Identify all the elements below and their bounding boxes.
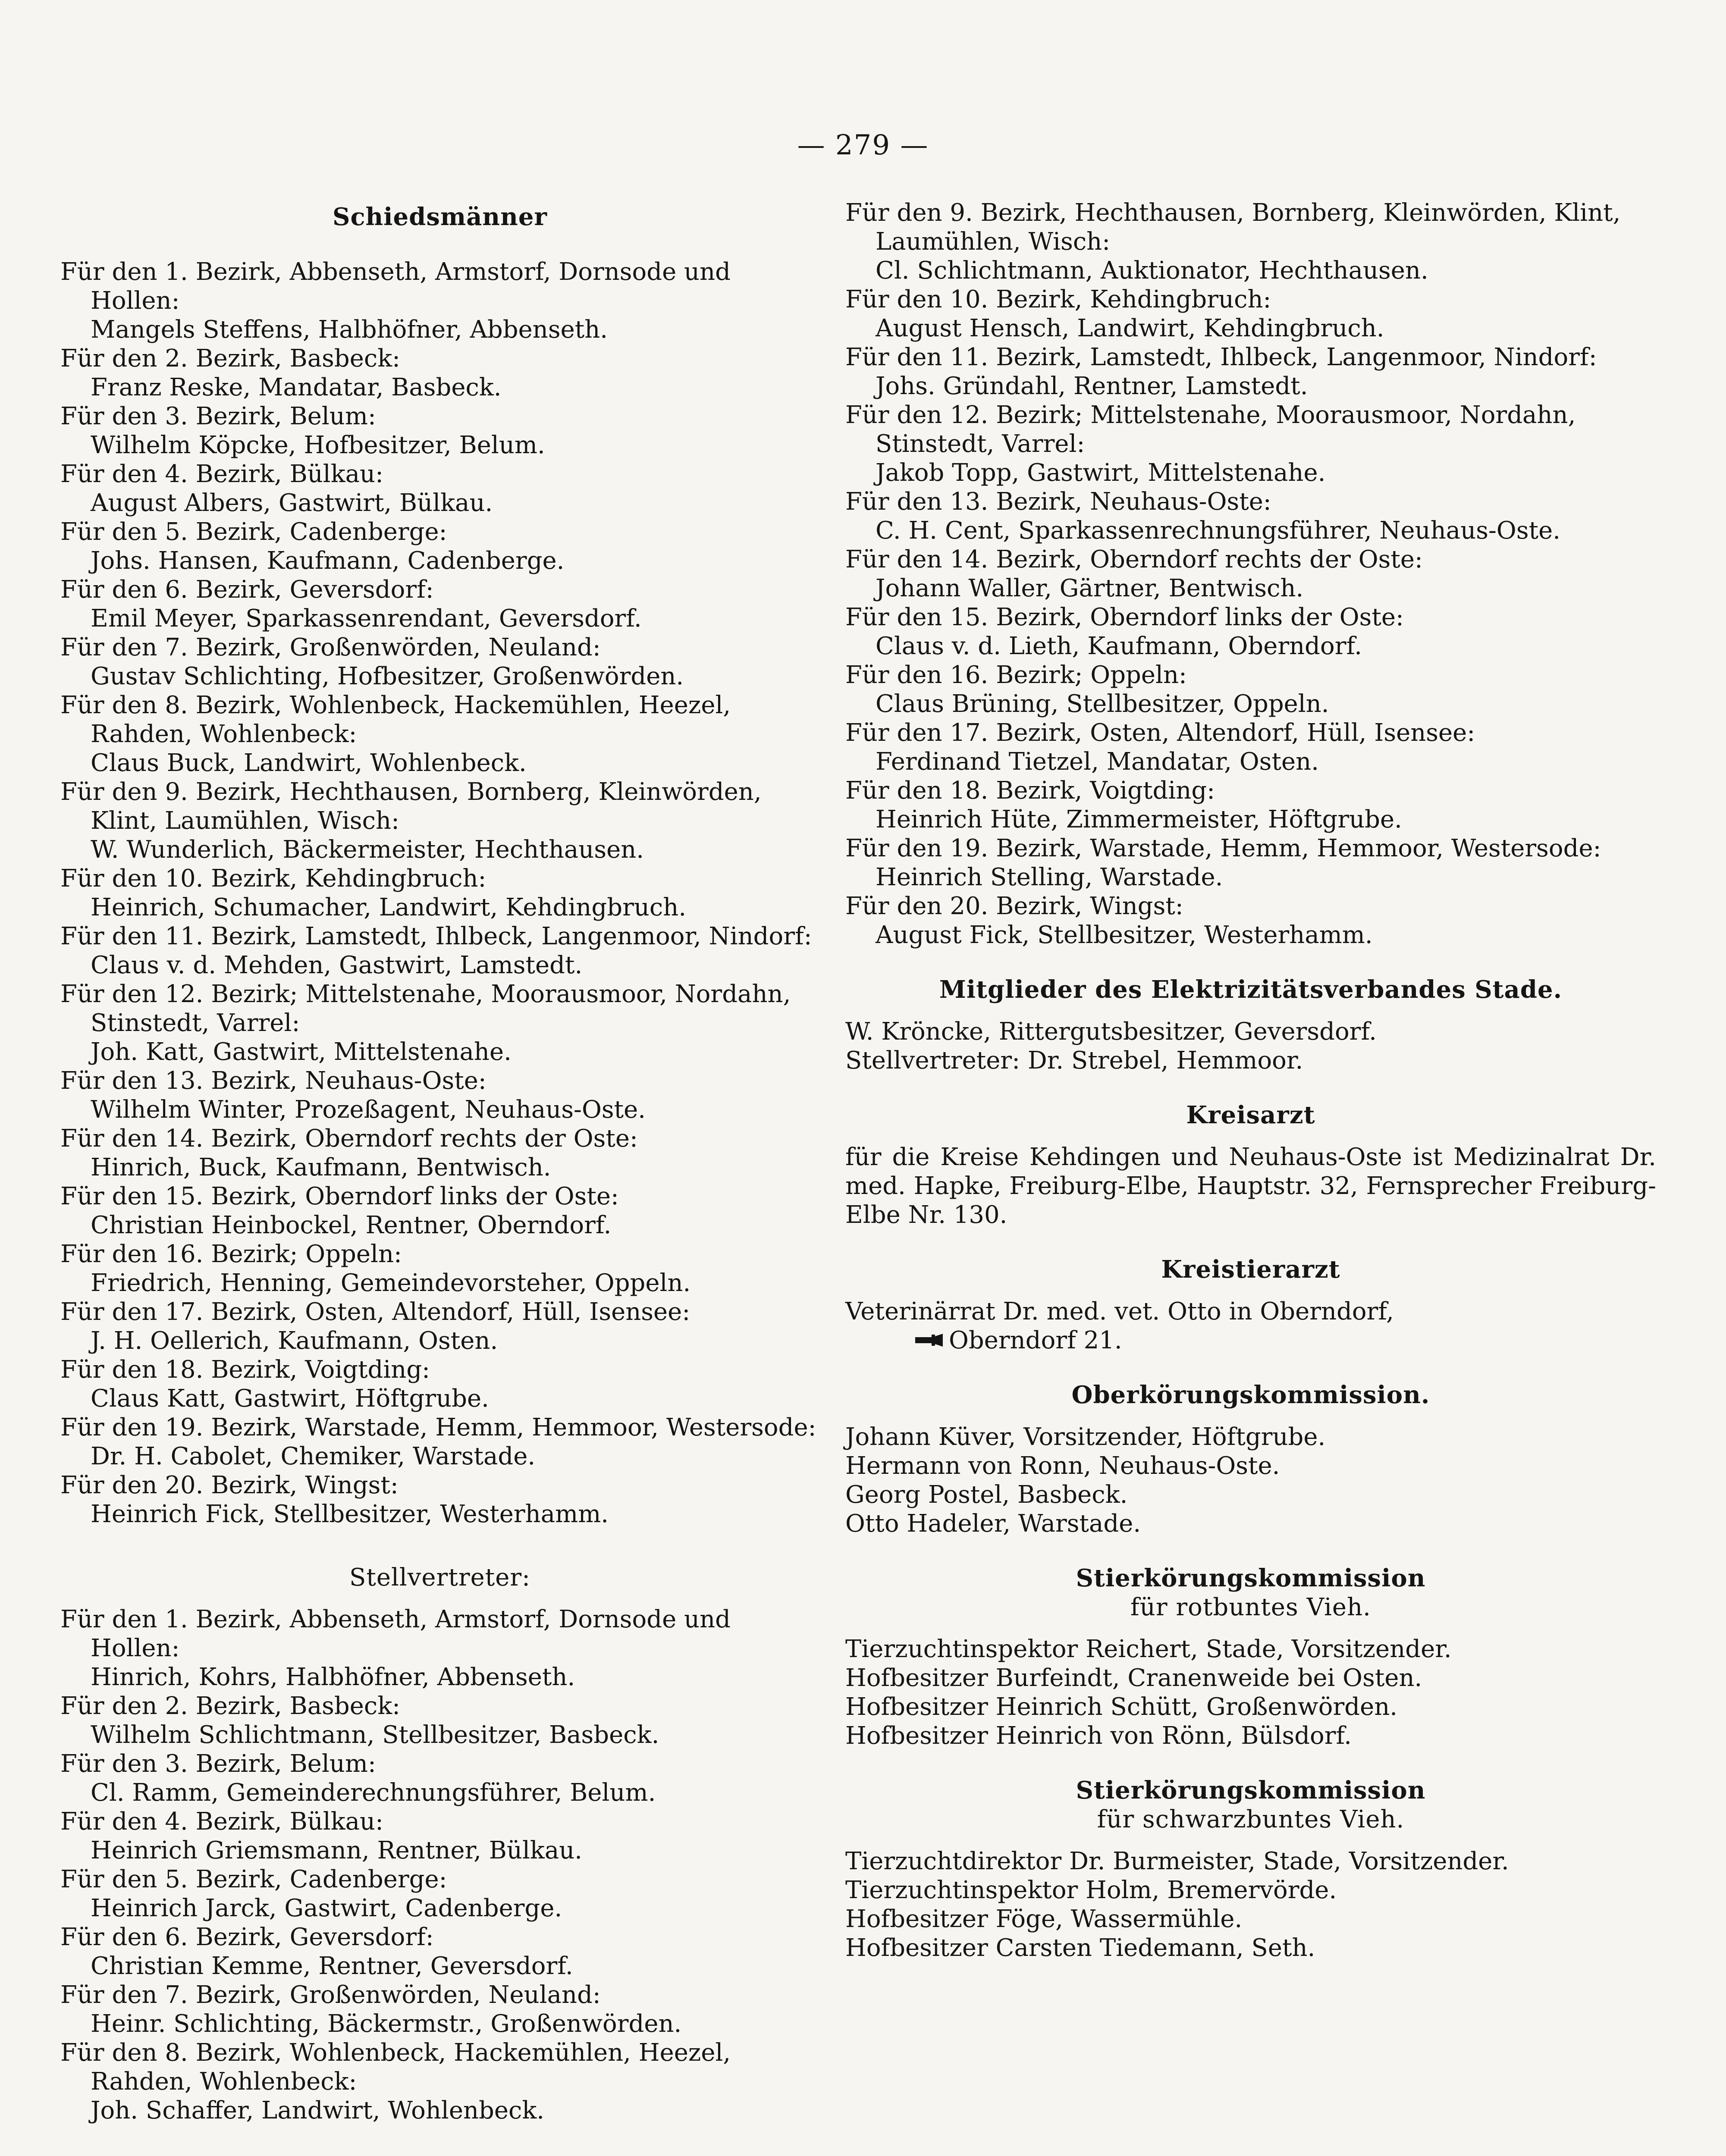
person-entry: Jakob Topp, Gastwirt, Mittelstenahe. — [876, 459, 1326, 487]
person-entry: Gustav Schlichting, Hofbesitzer, Großenwörden. — [91, 662, 684, 690]
person-entry: Dr. H. Cabolet, Chemiker, Warstade. — [91, 1442, 536, 1470]
person-entry: Joh. Schaffer, Landwirt, Wohlenbeck. — [91, 2096, 545, 2125]
district-label: Für den 2. Bezirk, Basbeck: — [60, 1692, 401, 1720]
list-item — [60, 1471, 819, 1529]
section-heading-schiedsmaenner: Schiedsmänner — [333, 203, 547, 231]
person-entry: Heinr. Schlichting, Bäckermstr., Großenwörden. — [91, 2010, 682, 2038]
list-item — [60, 1297, 819, 1355]
district-label: Für den 6. Bezirk, Geversdorf: — [60, 576, 434, 604]
kreistierarzt-phone-row — [845, 1326, 1656, 1355]
person-entry: Johann Waller, Gärtner, Bentwisch. — [876, 574, 1304, 602]
section-heading-stierkoerung-schwarz: Stierkörungskommission — [1076, 1776, 1426, 1805]
person-entry: Claus v. d. Mehden, Gastwirt, Lamstedt. — [91, 951, 583, 979]
district-label: Für den 10. Bezirk, Kehdingbruch: — [60, 865, 486, 893]
district-label: Für den 9. Bezirk, Hechthausen, Bornberg, Kleinwörden, Klint, Laumühlen, Wisch: — [60, 778, 762, 835]
person-entry: Wilhelm Schlichtmann, Stellbesitzer, Basbeck. — [91, 1721, 659, 1749]
district-label: Für den 4. Bezirk, Bülkau: — [60, 460, 383, 488]
district-label: Für den 15. Bezirk, Oberndorf links der Oste: — [60, 1182, 619, 1210]
district-label: Für den 12. Bezirk; Mittelstenahe, Moorausmoor, Nordahn, Stinstedt, Varrel: — [845, 401, 1576, 458]
person-entry: Claus Katt, Gastwirt, Höftgrube. — [91, 1385, 489, 1413]
district-label: Für den 2. Bezirk, Basbeck: — [60, 345, 401, 373]
district-label: Für den 5. Bezirk, Cadenberge: — [60, 518, 447, 546]
section-subheading-schwarzbunt: für schwarzbuntes Vieh. — [1097, 1805, 1405, 1833]
stellvertreter-continued-list — [845, 198, 1656, 950]
section-heading-stierkoerung-rot: Stierkörungskommission — [1076, 1564, 1426, 1592]
member-line: Georg Postel, Basbeck. — [845, 1481, 1128, 1509]
person-entry: Wilhelm Winter, Prozeßagent, Neuhaus-Oste. — [91, 1096, 646, 1124]
district-label: Für den 18. Bezirk, Voigtding: — [845, 777, 1215, 805]
person-entry: Heinrich Stelling, Warstade. — [876, 863, 1223, 891]
list-item — [60, 777, 819, 864]
kreistierarzt-text: Veterinärrat Dr. med. vet. Otto in Oberndorf, — [845, 1297, 1394, 1326]
person-entry: J. H. Oellerich, Kaufmann, Osten. — [91, 1327, 498, 1355]
member-line: Hermann von Ronn, Neuhaus-Oste. — [845, 1452, 1280, 1480]
schiedsmaenner-list — [60, 257, 819, 1529]
district-label: Für den 14. Bezirk, Oberndorf rechts der Oste: — [60, 1125, 638, 1153]
district-label: Für den 17. Bezirk, Osten, Altendorf, Hüll, Isensee: — [60, 1298, 690, 1326]
person-entry: Joh. Katt, Gastwirt, Mittelstenahe. — [91, 1038, 512, 1066]
list-item — [60, 1182, 819, 1240]
person-entry: August Fick, Stellbesitzer, Westerhamm. — [876, 921, 1373, 949]
district-label: Für den 8. Bezirk, Wohlenbeck, Hackemühlen, Heezel, Rahden, Wohlenbeck: — [60, 691, 731, 748]
section-heading-oberkoerung: Oberkörungskommission. — [1071, 1381, 1430, 1409]
person-entry: Cl. Schlichtmann, Auktionator, Hechthausen. — [876, 257, 1428, 285]
section-heading-stellvertreter: Stellvertreter: — [349, 1564, 531, 1592]
district-label: Für den 7. Bezirk, Großenwörden, Neuland: — [60, 1981, 601, 2009]
stellvertreter-list — [60, 1605, 819, 2125]
section-heading-kreisarzt: Kreisarzt — [1186, 1101, 1315, 1129]
district-label: Für den 6. Bezirk, Geversdorf: — [60, 1923, 434, 1951]
person-entry: Mangels Steffens, Halbhöfner, Abbenseth. — [91, 316, 608, 344]
list-item — [845, 834, 1656, 892]
list-item — [845, 343, 1656, 401]
district-label: Für den 14. Bezirk, Oberndorf rechts der Oste: — [845, 545, 1423, 573]
list-item — [60, 1240, 819, 1297]
person-entry: C. H. Cent, Sparkassenrechnungsführer, Neuhaus-Oste. — [876, 517, 1561, 545]
member-line: Tierzuchtdirektor Dr. Burmeister, Stade, Vorsitzender. — [845, 1847, 1509, 1875]
member-line: Tierzuchtinspektor Holm, Bremervörde. — [845, 1876, 1337, 1904]
section-subheading-rotbunt: für rotbuntes Vieh. — [1130, 1593, 1371, 1621]
district-label: Für den 16. Bezirk; Oppeln: — [60, 1240, 402, 1268]
telephone-icon — [914, 1326, 949, 1355]
list-item — [60, 575, 819, 633]
list-item — [845, 718, 1656, 776]
district-label: Für den 20. Bezirk, Wingst: — [845, 892, 1183, 920]
list-item — [845, 285, 1656, 343]
member-line: Hofbesitzer Heinrich von Rönn, Bülsdorf. — [845, 1722, 1352, 1750]
list-item — [60, 922, 819, 980]
list-item — [845, 661, 1656, 718]
list-item — [60, 1692, 819, 1749]
district-label: Für den 13. Bezirk, Neuhaus-Oste: — [845, 488, 1271, 516]
person-entry: Claus Brüning, Stellbesitzer, Oppeln. — [876, 690, 1329, 718]
person-entry: Heinrich Griemsmann, Rentner, Bülkau. — [91, 1836, 583, 1865]
district-label: Für den 12. Bezirk; Mittelstenahe, Moorausmoor, Nordahn, Stinstedt, Varrel: — [60, 980, 791, 1037]
person-entry: Wilhelm Köpcke, Hofbesitzer, Belum. — [91, 431, 545, 459]
district-label: Für den 3. Bezirk, Belum: — [60, 1750, 376, 1778]
district-label: Für den 10. Bezirk, Kehdingbruch: — [845, 285, 1271, 313]
list-item — [60, 257, 819, 344]
district-label: Für den 3. Bezirk, Belum: — [60, 402, 376, 430]
deputy-line: Stellvertreter: Dr. Strebel, Hemmoor. — [845, 1047, 1303, 1075]
person-entry: Heinrich Fick, Stellbesitzer, Westerhamm. — [91, 1500, 609, 1528]
person-entry: August Hensch, Landwirt, Kehdingbruch. — [876, 314, 1384, 342]
list-item — [845, 892, 1656, 950]
person-entry: Franz Reske, Mandatar, Basbeck. — [91, 373, 502, 401]
list-item — [60, 517, 819, 575]
list-item — [60, 633, 819, 691]
person-entry: August Albers, Gastwirt, Bülkau. — [91, 489, 493, 517]
page-number: — 279 — — [797, 129, 929, 161]
district-label: Für den 20. Bezirk, Wingst: — [60, 1471, 399, 1499]
list-item — [60, 1355, 819, 1413]
person-entry: Ferdinand Tietzel, Mandatar, Osten. — [876, 748, 1319, 776]
list-item — [60, 864, 819, 922]
person-entry: Claus v. d. Lieth, Kaufmann, Oberndorf. — [876, 632, 1362, 660]
member-line: Hofbesitzer Heinrich Schütt, Großenwörden. — [845, 1693, 1398, 1721]
member-line: Hofbesitzer Föge, Wassermühle. — [845, 1905, 1243, 1933]
person-entry: Christian Kemme, Rentner, Geversdorf. — [91, 1952, 573, 1980]
person-entry: Heinrich, Schumacher, Landwirt, Kehdingbruch. — [91, 893, 687, 921]
person-entry: Johs. Hansen, Kaufmann, Cadenberge. — [91, 547, 565, 575]
district-label: Für den 4. Bezirk, Bülkau: — [60, 1808, 383, 1836]
kreisarzt-text: für die Kreise Kehdingen und Neuhaus-Oste ist Medizinalrat Dr. med. Hapke, Freiburg-Elbe, Hauptstr. 32, Fernsprecher Freiburg-Elbe Nr. 130. — [845, 1143, 1656, 1229]
person-entry: W. Wunderlich, Bäckermeister, Hechthausen. — [91, 836, 644, 864]
person-entry: Cl. Ramm, Gemeinderechnungsführer, Belum. — [91, 1779, 656, 1807]
district-label: Für den 16. Bezirk; Oppeln: — [845, 661, 1187, 689]
list-item — [60, 1749, 819, 1807]
left-column — [60, 203, 819, 2125]
member-line: Otto Hadeler, Warstade. — [845, 1510, 1141, 1538]
list-item — [60, 1066, 819, 1124]
list-item — [60, 1923, 819, 1981]
district-label: Für den 15. Bezirk, Oberndorf links der Oste: — [845, 603, 1404, 631]
person-entry: Friedrich, Henning, Gemeindevorsteher, Oppeln. — [91, 1269, 691, 1297]
district-label: Für den 18. Bezirk, Voigtding: — [60, 1356, 430, 1384]
district-label: Für den 17. Bezirk, Osten, Altendorf, Hüll, Isensee: — [845, 719, 1475, 747]
list-item — [60, 2038, 819, 2125]
district-label: Für den 11. Bezirk, Lamstedt, Ihlbeck, Langenmoor, Nindorf: — [60, 922, 812, 950]
list-item — [845, 545, 1656, 603]
district-label: Für den 19. Bezirk, Warstade, Hemm, Hemmoor, Westersode: — [60, 1413, 816, 1442]
person-entry: Claus Buck, Landwirt, Wohlenbeck. — [91, 749, 527, 777]
member-line: Tierzuchtinspektor Reichert, Stade, Vorsitzender. — [845, 1635, 1452, 1663]
person-entry: Hinrich, Buck, Kaufmann, Bentwisch. — [91, 1153, 551, 1181]
kreistierarzt-phone: Oberndorf 21. — [949, 1326, 1122, 1354]
list-item — [60, 1865, 819, 1923]
telephone-icon-graphic — [914, 1331, 945, 1348]
list-item — [60, 1605, 819, 1692]
list-item — [60, 980, 819, 1066]
member-line: Hofbesitzer Carsten Tiedemann, Seth. — [845, 1934, 1315, 1962]
person-entry: Hinrich, Kohrs, Halbhöfner, Abbenseth. — [91, 1663, 575, 1691]
list-item — [60, 402, 819, 460]
district-label: Für den 19. Bezirk, Warstade, Hemm, Hemmoor, Westersode: — [845, 834, 1601, 862]
member-line: Hofbesitzer Burfeindt, Cranenweide bei Osten. — [845, 1664, 1422, 1692]
right-column — [845, 198, 1656, 1962]
district-label: Für den 5. Bezirk, Cadenberge: — [60, 1865, 447, 1893]
district-label: Für den 9. Bezirk, Hechthausen, Bornberg, Kleinwörden, Klint, Laumühlen, Wisch: — [845, 199, 1621, 256]
district-label: Für den 1. Bezirk, Abbenseth, Armstorf, Dornsode und Hollen: — [60, 1605, 731, 1662]
list-item — [60, 344, 819, 402]
list-item — [845, 198, 1656, 285]
member-line: Johann Küver, Vorsitzender, Höftgrube. — [845, 1423, 1326, 1451]
list-item — [60, 691, 819, 777]
section-heading-elektrizitaet: Mitglieder des Elektrizitätsverbandes Stade. — [939, 975, 1563, 1004]
person-entry: Christian Heinbockel, Rentner, Oberndorf. — [91, 1211, 612, 1239]
district-label: Für den 11. Bezirk, Lamstedt, Ihlbeck, Langenmoor, Nindorf: — [845, 343, 1597, 371]
person-entry: Heinrich Jarck, Gastwirt, Cadenberge. — [91, 1894, 562, 1922]
list-item — [845, 603, 1656, 661]
district-label: Für den 13. Bezirk, Neuhaus-Oste: — [60, 1067, 486, 1095]
person-entry: Heinrich Hüte, Zimmermeister, Höftgrube. — [876, 805, 1402, 834]
list-item — [60, 1807, 819, 1865]
district-label: Für den 1. Bezirk, Abbenseth, Armstorf, Dornsode und Hollen: — [60, 258, 731, 315]
person-entry: Johs. Gründahl, Rentner, Lamstedt. — [876, 372, 1308, 400]
list-item — [60, 1124, 819, 1182]
list-item — [845, 776, 1656, 834]
district-label: Für den 7. Bezirk, Großenwörden, Neuland: — [60, 633, 601, 661]
list-item — [60, 460, 819, 517]
member-line: W. Kröncke, Rittergutsbesitzer, Geversdorf. — [845, 1018, 1377, 1046]
list-item — [60, 1413, 819, 1471]
list-item — [845, 401, 1656, 487]
list-item — [60, 1981, 819, 2038]
person-entry: Emil Meyer, Sparkassenrendant, Geversdorf. — [91, 605, 642, 633]
list-item — [845, 487, 1656, 545]
section-heading-kreistierarzt: Kreistierarzt — [1161, 1255, 1340, 1284]
district-label: Für den 8. Bezirk, Wohlenbeck, Hackemühlen, Heezel, Rahden, Wohlenbeck: — [60, 2039, 731, 2096]
